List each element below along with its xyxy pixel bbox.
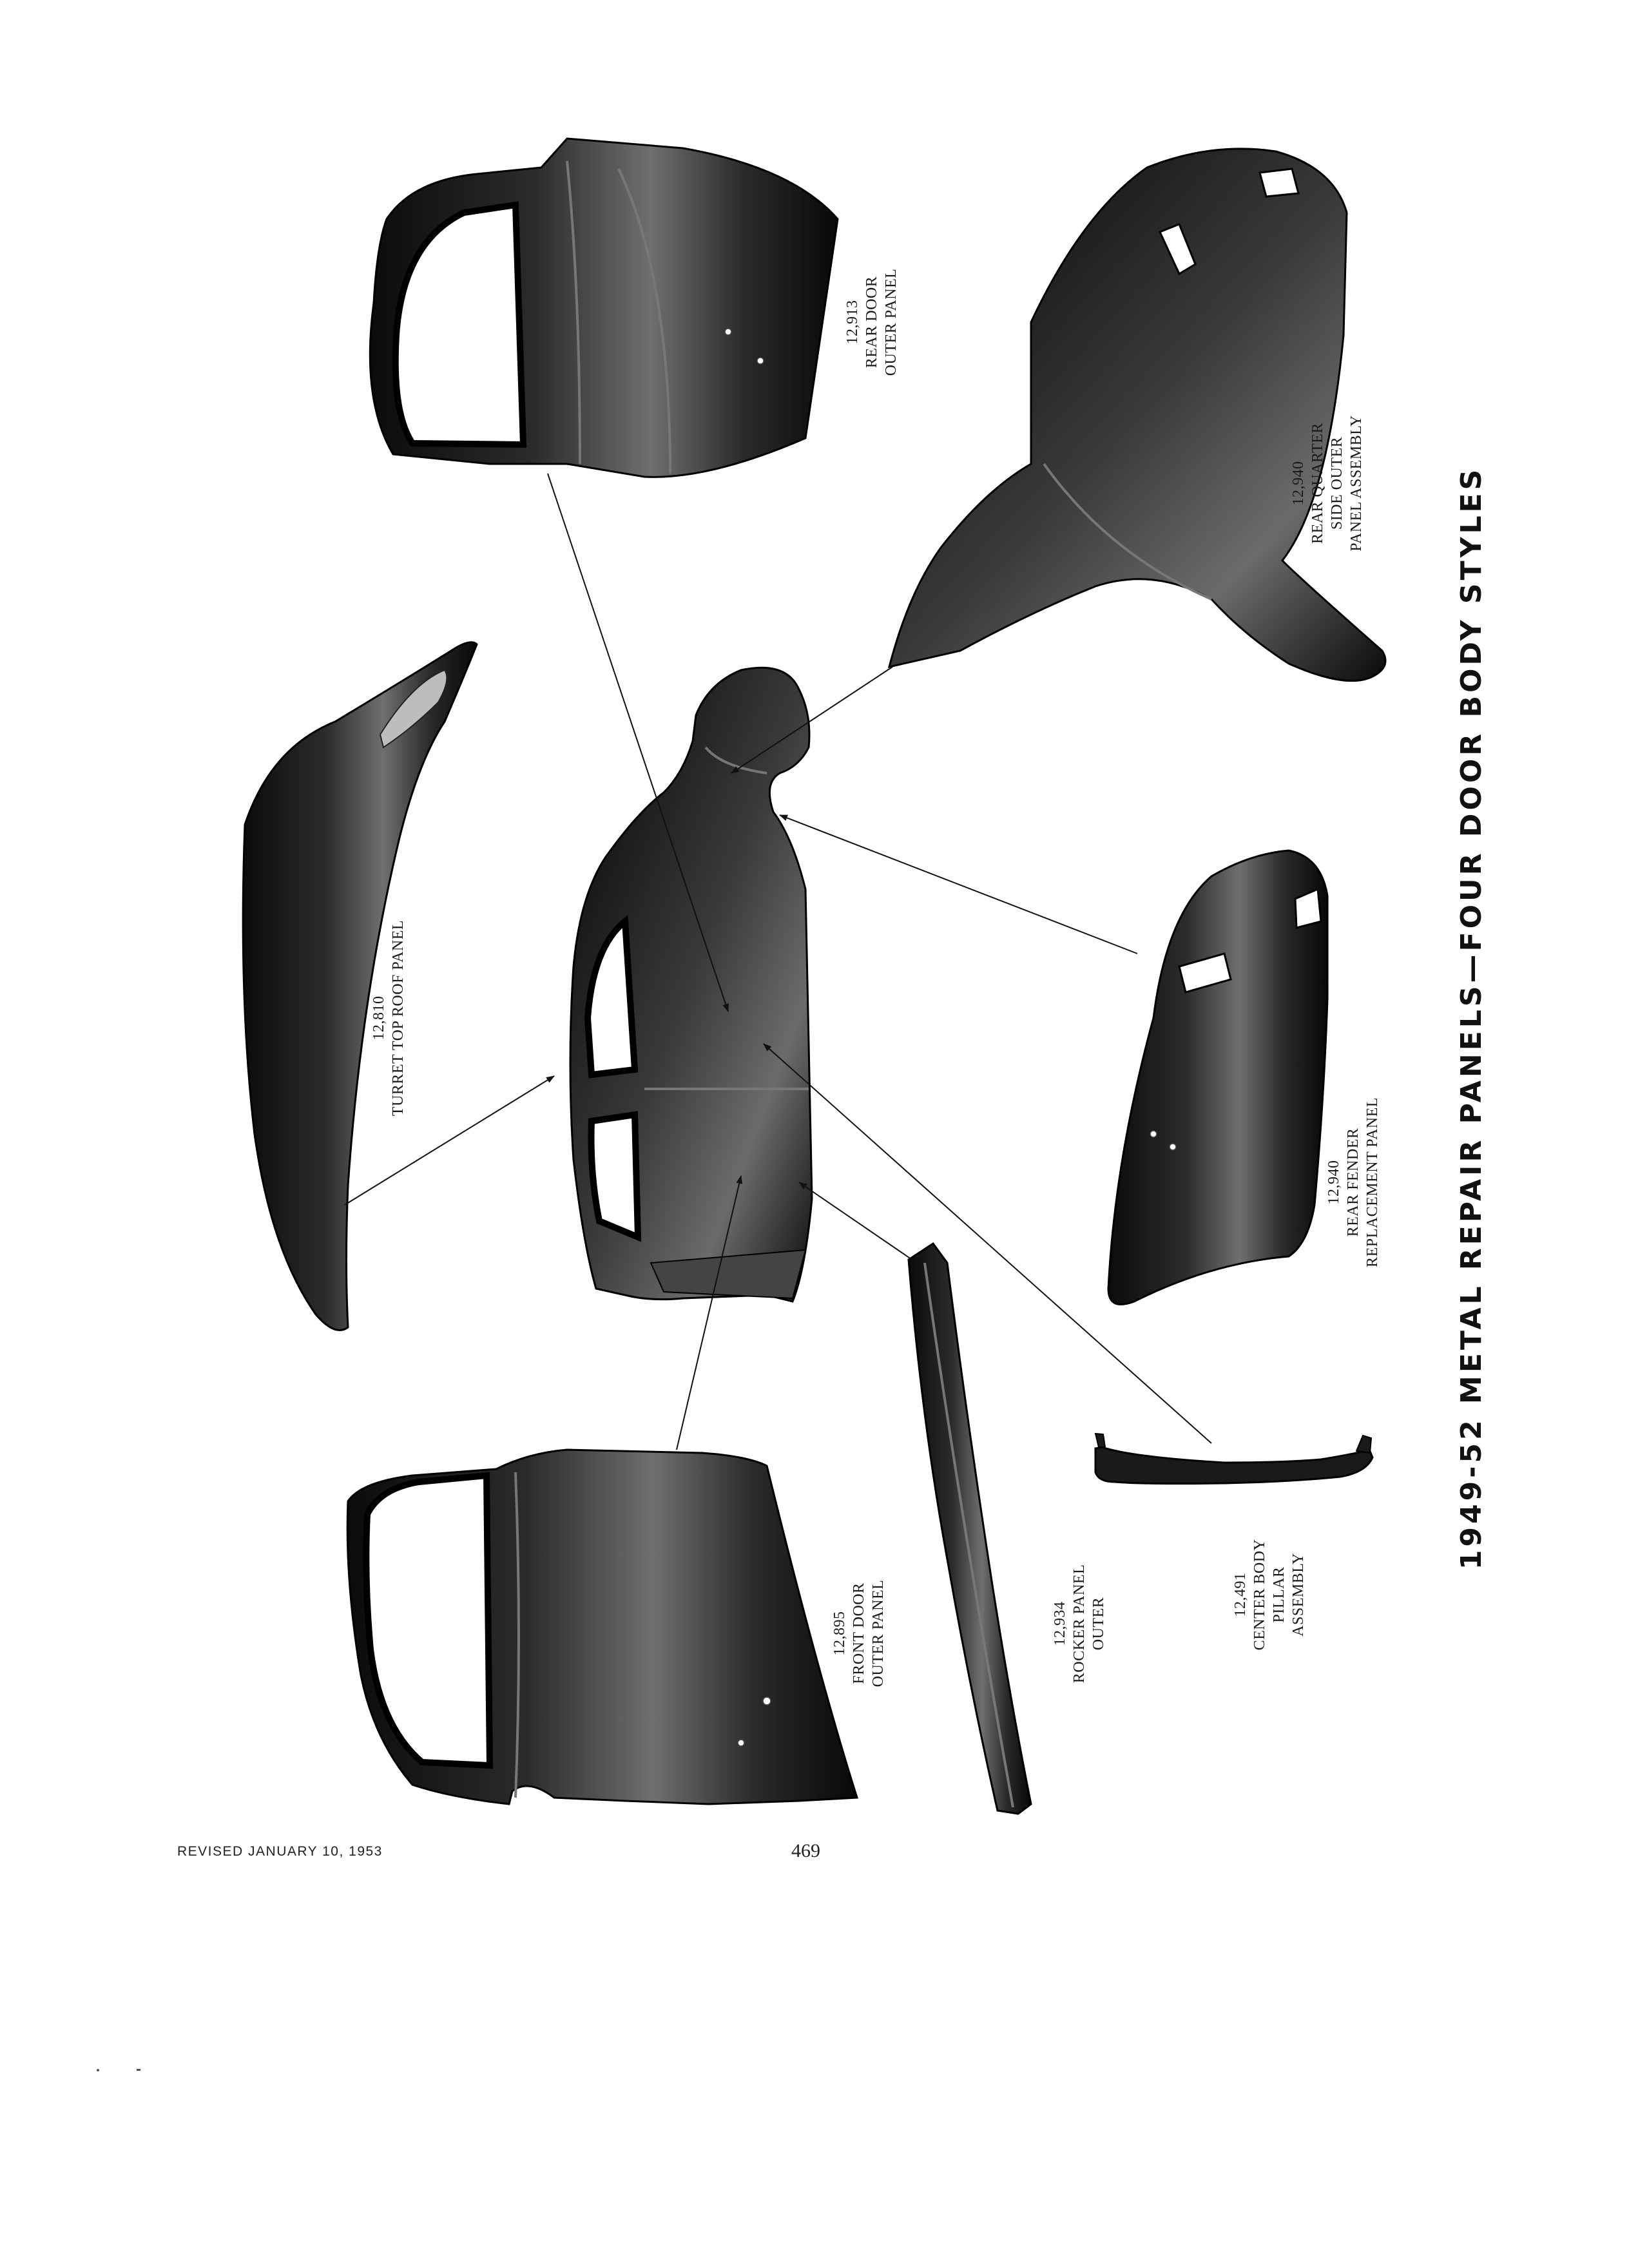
- print-speck: [97, 2069, 99, 2071]
- label-rocker: [1052, 1564, 1107, 1683]
- svg-text:REAR FENDER: REAR FENDER: [1345, 1128, 1362, 1237]
- center-pillar-image: [1095, 1434, 1373, 1484]
- svg-text:REAR QUARTER: REAR QUARTER: [1309, 423, 1326, 544]
- print-speck: [137, 2069, 140, 2071]
- page-title: 1949-52 METAL REPAIR PANELS—FOUR DOOR BODY STYLES: [1455, 466, 1488, 1570]
- svg-text:OUTER PANEL: OUTER PANEL: [870, 1579, 887, 1687]
- svg-text:REPLACEMENT PANEL: REPLACEMENT PANEL: [1364, 1097, 1381, 1267]
- center-body-assembly-image: [570, 668, 812, 1302]
- svg-text:12,940: 12,940: [1325, 1160, 1342, 1205]
- svg-text:12,913: 12,913: [844, 300, 861, 345]
- svg-text:OUTER PANEL: OUTER PANEL: [883, 268, 900, 376]
- svg-text:PILLAR: PILLAR: [1271, 1566, 1287, 1623]
- svg-text:12,491: 12,491: [1232, 1572, 1249, 1617]
- rocker-panel-image: [909, 1244, 1031, 1814]
- label-center-pillar: [1232, 1539, 1307, 1651]
- svg-text:12,810: 12,810: [371, 995, 387, 1041]
- svg-text:REAR DOOR: REAR DOOR: [863, 276, 880, 369]
- front-door-outer-panel-image: [347, 1450, 857, 1804]
- leader-rocker: [799, 1182, 921, 1266]
- rear-door-outer-panel-image: [370, 139, 838, 477]
- rear-quarter-panel-image: [889, 149, 1385, 681]
- svg-text:ASSEMBLY: ASSEMBLY: [1290, 1553, 1307, 1637]
- revised-date: REVISED JANUARY 10, 1953: [177, 1844, 383, 1859]
- page-number: 469: [791, 1840, 820, 1861]
- svg-text:12,895: 12,895: [831, 1611, 848, 1656]
- svg-text:12,934: 12,934: [1052, 1601, 1068, 1646]
- label-rear-door-outer: [844, 269, 900, 376]
- svg-text:PANEL ASSEMBLY: PANEL ASSEMBLY: [1348, 415, 1365, 552]
- rear-fender-panel-image: [1108, 850, 1327, 1305]
- turret-top-roof-panel-image: [243, 642, 477, 1331]
- svg-text:SIDE OUTER: SIDE OUTER: [1329, 436, 1345, 530]
- svg-text:TURRET TOP ROOF PANEL: TURRET TOP ROOF PANEL: [390, 919, 407, 1117]
- svg-text:ROCKER PANEL: ROCKER PANEL: [1071, 1564, 1088, 1684]
- svg-text:FRONT DOOR: FRONT DOOR: [851, 1582, 867, 1684]
- svg-text:OUTER: OUTER: [1090, 1597, 1107, 1651]
- label-rear-fender: [1325, 1097, 1381, 1267]
- svg-text:CENTER BODY: CENTER BODY: [1251, 1539, 1268, 1651]
- svg-text:12,940: 12,940: [1290, 461, 1307, 506]
- leader-rear-fender: [780, 815, 1137, 954]
- label-front-door: [831, 1580, 887, 1687]
- leader-turret-top: [345, 1076, 554, 1205]
